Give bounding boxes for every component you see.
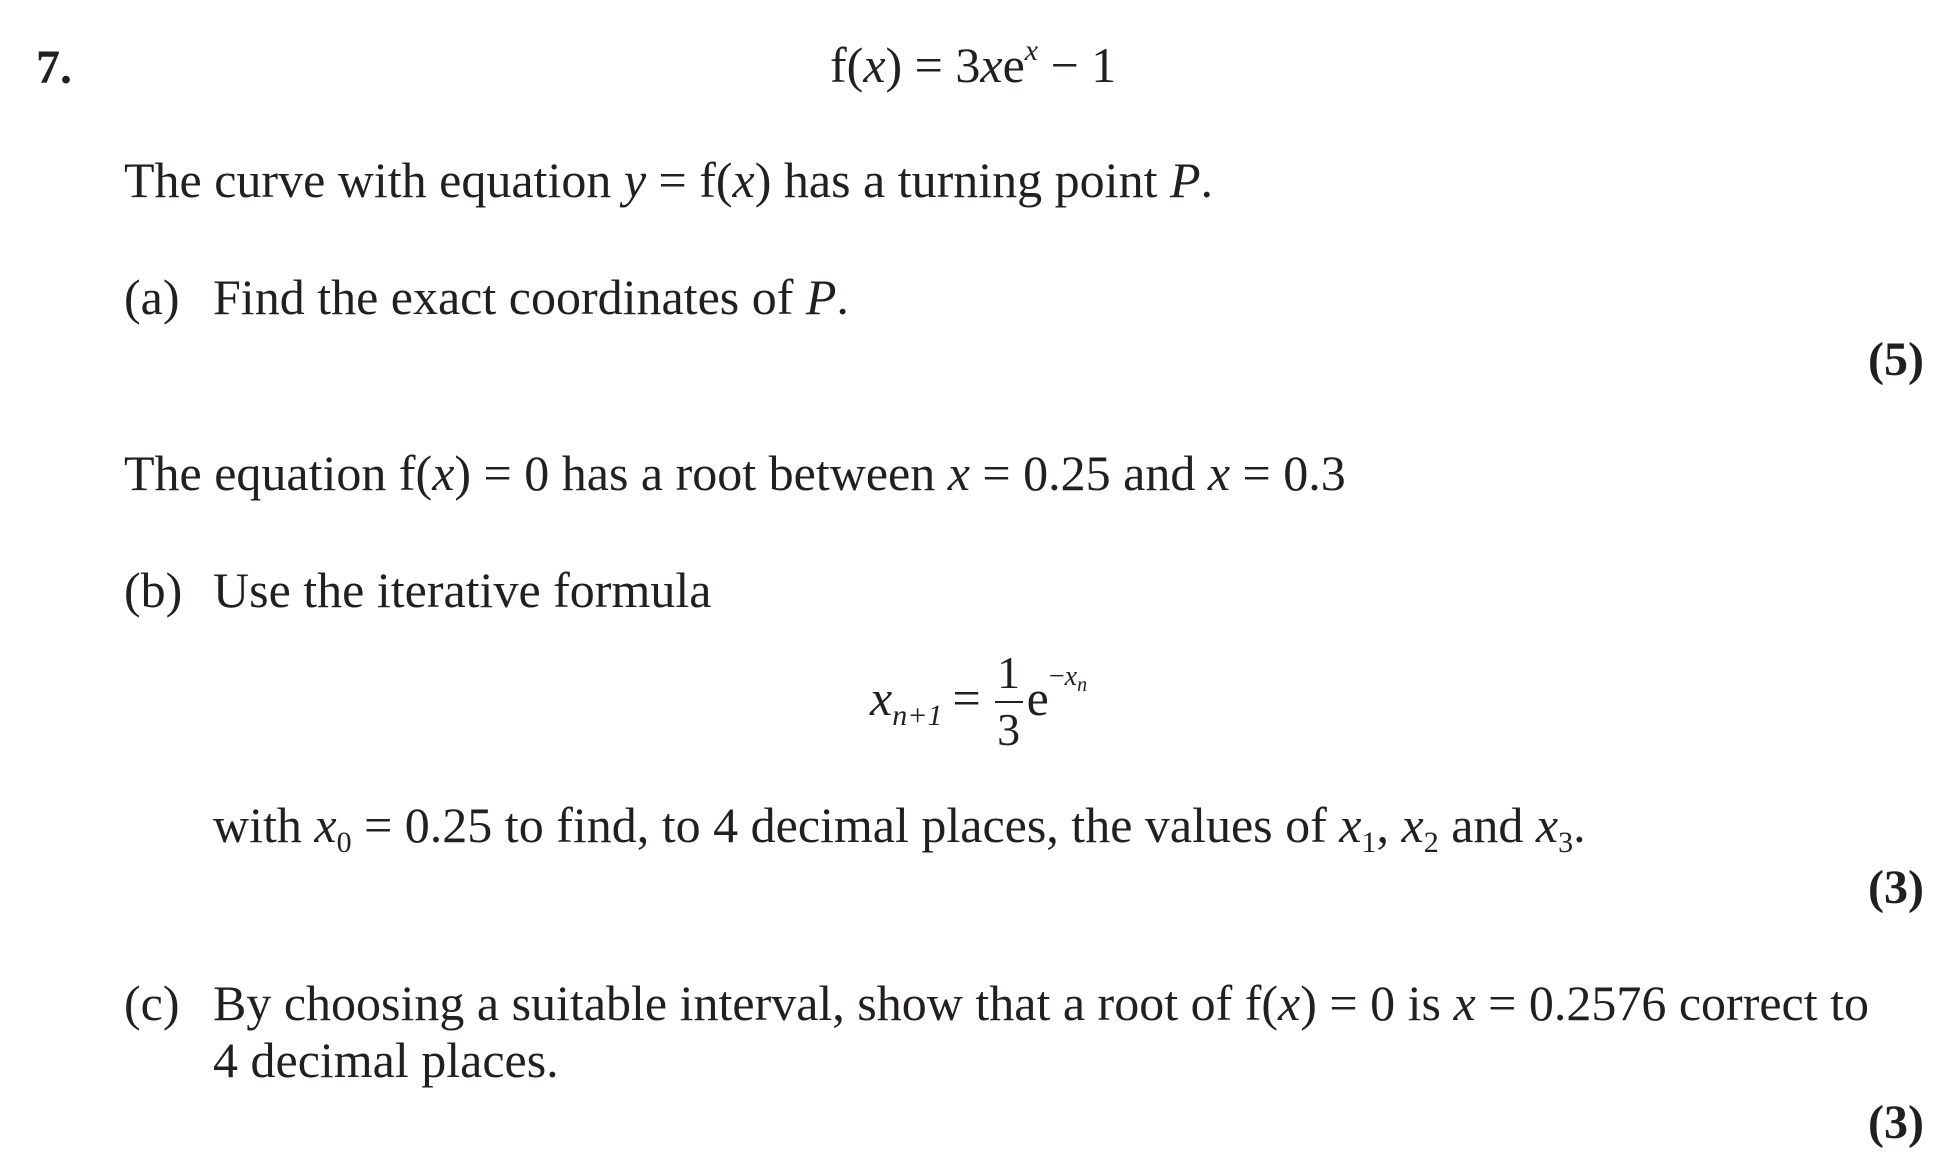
part-c-label: (c)	[124, 975, 180, 1031]
iterative-formula: $x_{n+1}$ = $\frac{1}{3}$ $e^{-x_n}$	[870, 647, 1088, 755]
fraction: $\frac{1}{3}$	[995, 648, 1023, 755]
part-b-text: Use the iterative formula	[213, 562, 712, 618]
root-statement: The equation f(x) = 0 has a root between x = 0.25 and x = 0.3	[124, 445, 1346, 501]
part-b-marks: (3)	[1868, 861, 1924, 914]
part-c-line1: By choosing a suitable interval, show that a root of f(x) = 0 is x = 0.2576 correct to	[213, 975, 1870, 1031]
part-a-label: (a)	[124, 269, 180, 325]
function-definition: $f(x) = 3xe^x - 1$	[830, 34, 1117, 93]
part-a-text: Find the exact coordinates of P.	[213, 269, 849, 325]
part-b-label: (b)	[124, 562, 183, 618]
intro-text: The curve with equation y = f(x) has a turning point P.	[124, 152, 1214, 208]
part-c-line2: 4 decimal places.	[213, 1032, 559, 1088]
part-c-marks: (3)	[1868, 1096, 1924, 1149]
var-x: x	[980, 37, 1003, 93]
question-number: 7.	[36, 41, 72, 94]
part-a-marks: (5)	[1868, 333, 1924, 386]
part-b-with-text: with $x_0 = 0.25$ to find, to 4 decimal places, the values of $x_1$, $x_2$ and $x_3$.	[213, 797, 1586, 859]
